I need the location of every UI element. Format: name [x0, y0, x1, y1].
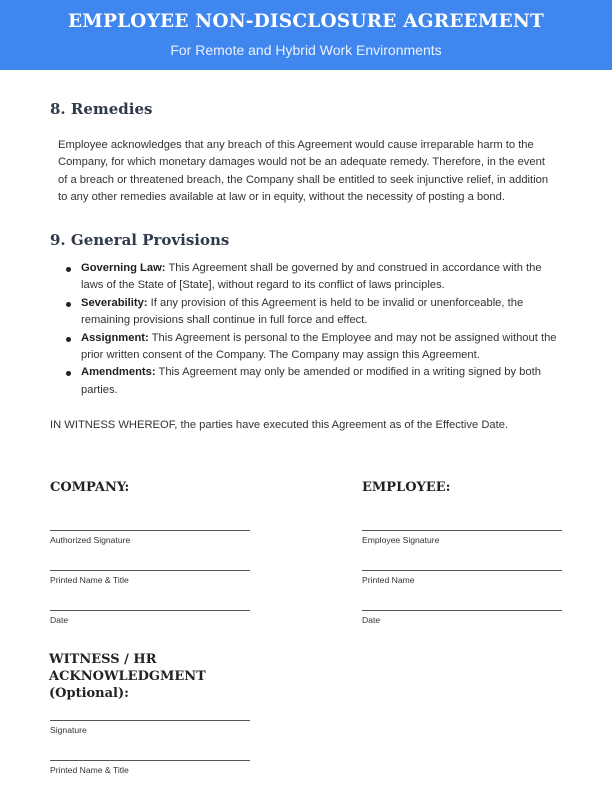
list-item — [58, 260, 558, 295]
employee-signature-label: Employee Signature — [362, 535, 440, 545]
provision-text: If any provision of this Agreement is held to be invalid or unenforceable, the remaining provisions shall continue in full force and effect. — [81, 296, 524, 327]
employee-name-label: Printed Name — [362, 575, 415, 585]
document-header — [0, 0, 612, 70]
company-name-label: Printed Name & Title — [50, 575, 129, 585]
company-signature-line[interactable] — [50, 530, 250, 531]
provision-term: Governing Law: — [81, 262, 166, 274]
witness-statement: IN WITNESS WHEREOF, the parties have executed this Agreement as of the Effective Date. — [50, 419, 509, 431]
provision-text: This Agreement may only be amended or modified in a writing signed by both parties. — [81, 366, 541, 396]
document-title: EMPLOYEE NON-DISCLOSURE AGREEMENT — [68, 11, 544, 32]
employee-heading: EMPLOYEE: — [362, 480, 451, 495]
company-signature-label: Authorized Signature — [50, 535, 131, 545]
company-heading: COMPANY: — [50, 480, 130, 495]
witness-heading: WITNESS / HR ACKNOWLEDGMENT (Optional): — [49, 652, 206, 701]
document-subtitle: For Remote and Hybrid Work Environments — [170, 42, 442, 58]
company-name-line[interactable] — [50, 570, 250, 571]
employee-date-label: Date — [362, 615, 381, 625]
provision-text: This Agreement shall be governed by and construed in accordance with the laws of the State of [State], without regard to its conflict of laws principles. — [81, 262, 542, 292]
provision-term: Amendments: — [81, 366, 156, 379]
list-item — [58, 364, 558, 399]
witness-name-label: Printed Name & Title — [50, 765, 129, 775]
provision-term: Severability: — [81, 296, 148, 309]
witness-signature-label: Signature — [50, 725, 87, 735]
witness-name-line[interactable] — [50, 760, 250, 761]
section-heading-general-provisions: 9. General Provisions — [50, 231, 230, 249]
employee-date-line[interactable] — [362, 610, 562, 611]
employee-signature-line[interactable] — [362, 530, 562, 531]
employee-name-line[interactable] — [362, 570, 562, 571]
remedies-paragraph: Employee acknowledges that any breach of this Agreement would cause irreparable harm to the Company, for which monetary damages would not be an adequate remedy. Therefore, in the event of a breach or threatened breach, the Company shall be entitled to seek injunctive relief, in addition to any other remedies available at law or in equity, without the necessity of posting a bond. — [58, 139, 549, 204]
provision-text: This Agreement is personal to the Employee and may not be assigned without the prior written consent of the Company. The Company may assign this Agreement. — [81, 331, 557, 362]
section-heading-remedies: 8. Remedies — [50, 100, 153, 118]
provision-term: Assignment: — [81, 331, 149, 344]
list-item — [58, 330, 558, 365]
provisions-list — [58, 260, 558, 412]
company-date-line[interactable] — [50, 610, 250, 611]
witness-signature-line[interactable] — [50, 720, 250, 721]
list-item — [58, 295, 558, 330]
company-date-label: Date — [50, 615, 69, 625]
